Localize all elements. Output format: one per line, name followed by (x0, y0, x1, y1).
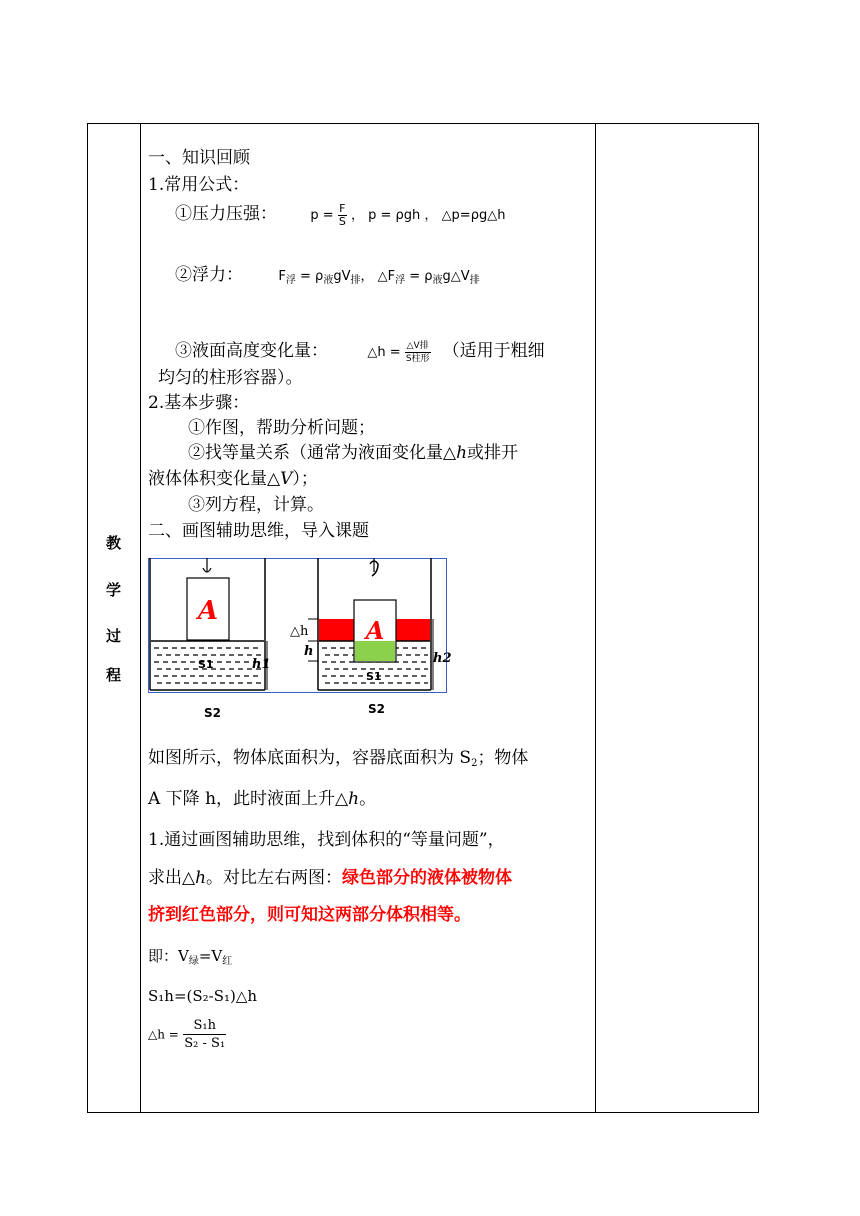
formula-subscript: 浮 (285, 275, 296, 286)
eq-lhs: △h = (148, 1027, 179, 1042)
para-highlight: 挤到红色部分，则可知这两部分体积相等。 (148, 905, 471, 925)
formula-part: = ρ (295, 269, 324, 284)
para-text: 。对比左右两图： (206, 868, 343, 888)
separator: ， (350, 208, 364, 223)
left-block-label: A (197, 596, 219, 626)
formula-part: △F (377, 269, 396, 284)
section-heading: 一、知识回顾 (148, 148, 250, 168)
right-block-label: A (365, 616, 385, 645)
table-top-border (87, 123, 759, 124)
table-col-divider-1 (140, 123, 141, 1113)
formula-height-label: ③液面高度变化量： (175, 341, 328, 361)
fraction-numerator: F (339, 202, 346, 215)
para-text: 。 (359, 789, 377, 809)
formula-buoyancy-label: ②浮力： (175, 265, 243, 285)
section-heading: 二、画图辅助思维，导入课题 (148, 521, 369, 541)
formula-part: g△V (442, 269, 470, 284)
formula-part: gV (333, 269, 351, 284)
formula-applicability-note: （适用于粗细 (442, 341, 545, 361)
eq-subscript: 红 (222, 956, 233, 967)
side-label-char: 学 (105, 581, 121, 599)
equation-result (148, 1017, 226, 1052)
formula-delta-p: △p=ρg△h (441, 208, 506, 223)
step-text-italic: h (456, 443, 468, 463)
formula-p-rhogh: p = ρgh (368, 208, 421, 223)
displacement-diagram (148, 558, 452, 728)
para-text-italic: h (195, 868, 207, 888)
formula-height-change-row (175, 339, 545, 365)
fraction-f-over-s (338, 203, 347, 228)
eq-text: =V (198, 947, 223, 965)
fraction-numerator: △V排 (406, 341, 429, 351)
formula-buoyancy (278, 269, 479, 284)
equation-volume (148, 943, 232, 975)
para-method: 1.通过画图辅助思维，找到体积的“等量问题”， (148, 830, 505, 850)
step-text: ②找等量关系（通常为液面变化量△ (188, 443, 457, 463)
formula-p-lhs: p = (310, 208, 334, 223)
formula-subscript: 排 (350, 275, 361, 286)
fraction-numerator: S₁h (183, 1017, 226, 1035)
right-h-label: h (304, 644, 314, 659)
fraction-denominator: S₂ - S₁ (184, 1036, 226, 1051)
side-label-char: 教 (105, 534, 121, 552)
formula-applicability-note-cont: 均匀的柱形容器）。 (158, 368, 303, 388)
para-subscript: 2 (471, 758, 478, 769)
step-draw: ①作图，帮助分析问题； (188, 418, 375, 438)
step-find-equality-cont (148, 467, 318, 492)
para-text: 如图所示，物体底面积为，容器底面积为 S (148, 748, 472, 768)
table-col-divider-2 (595, 123, 596, 1113)
side-label-char: 过 (105, 627, 121, 645)
para-description (148, 745, 528, 777)
para-text: 求出△ (148, 868, 196, 888)
formula-pressure-row (175, 202, 505, 228)
fraction-denominator: S (338, 215, 346, 228)
step-text: 或排开 (467, 443, 519, 463)
formula-pressure-label: ①压力压强： (175, 204, 277, 224)
formula-subscript: 液 (323, 275, 334, 286)
para-text-italic: h (348, 789, 360, 809)
formula-subscript: 排 (469, 275, 480, 286)
left-s2-label: S2 (204, 706, 221, 720)
right-h2-label: h2 (433, 651, 452, 666)
right-s1-label: S1 (366, 670, 382, 683)
table-right-border (758, 123, 759, 1113)
para-highlight-cont (148, 902, 471, 929)
eq-text: 即：V (148, 947, 189, 965)
step-find-equality (188, 441, 518, 466)
equation-area: S₁h=(S₂-S₁)△h (148, 987, 258, 1005)
left-s1-label: S1 (198, 658, 214, 671)
formula-lhs: △h = (367, 345, 401, 360)
step-text: ）； (292, 469, 318, 489)
para-description-cont (148, 786, 376, 813)
side-label-char: 程 (105, 666, 121, 684)
formula-delta-h (367, 341, 434, 364)
left-h1-label: h1 (252, 657, 271, 672)
right-s2-label: S2 (368, 702, 385, 716)
formula-p-fs (310, 202, 506, 228)
formula-subscript: 浮 (395, 275, 406, 286)
para-text: ；物体 (477, 748, 529, 768)
table-bottom-border (87, 1112, 759, 1113)
formula-part: = ρ (405, 269, 433, 284)
separator: ， (360, 269, 374, 284)
item-basic-steps: 2.基本步骤： (148, 393, 250, 413)
right-dh-label: △h (290, 624, 309, 639)
fraction-result (183, 1017, 226, 1052)
fraction-dv-over-s (405, 340, 431, 365)
table-left-border (87, 123, 88, 1113)
para-text: A 下降 h，此时液面上升△ (148, 789, 349, 809)
step-text-italic: V (280, 469, 293, 489)
eq-subscript: 绿 (188, 956, 199, 967)
formula-subscript: 液 (432, 275, 443, 286)
separator: ， (424, 208, 438, 223)
step-text: 液体体积变化量△ (148, 469, 281, 489)
para-compare (148, 865, 512, 892)
fraction-denominator: S柱形 (405, 354, 430, 364)
formula-part: F (278, 269, 286, 284)
step-equation: ③列方程，计算。 (188, 495, 324, 515)
item-common-formulas: 1.常用公式： (148, 175, 250, 195)
para-highlight: 绿色部分的液体被物体 (342, 868, 513, 888)
formula-buoyancy-row (175, 263, 480, 293)
